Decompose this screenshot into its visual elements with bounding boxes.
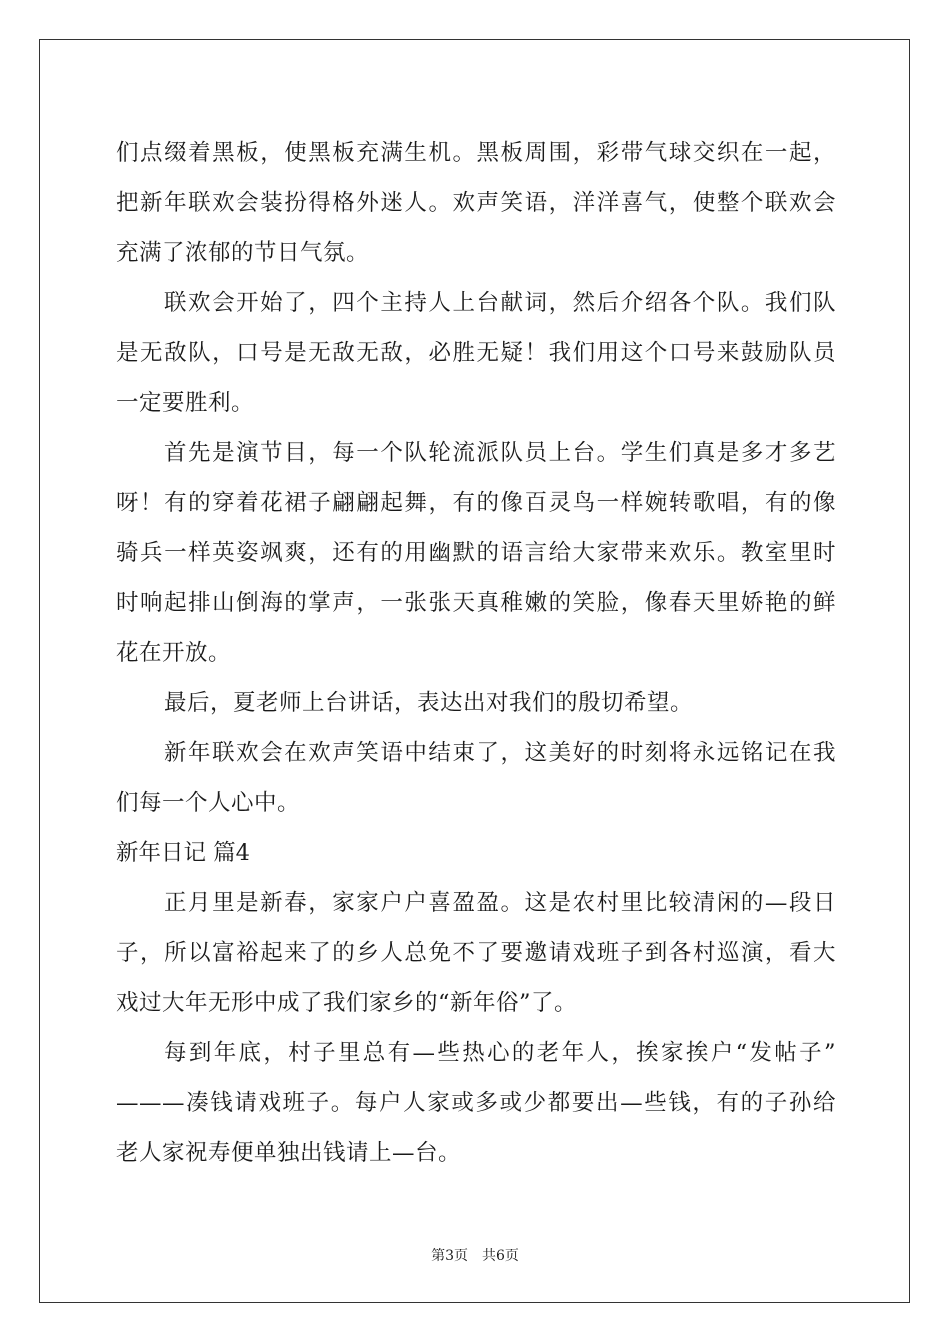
text-line: 新年联欢会在欢声笑语中结束了，这美好的时刻将永远铭记在我 xyxy=(164,740,836,766)
text-line: ———凑钱请戏班子。每户人家或多或少都要出—些钱，有的子孙给 xyxy=(116,1090,836,1116)
text-line: 戏过大年无形中成了我们家乡的“新年俗”了。 xyxy=(116,990,578,1016)
section-heading: 新年日记 篇4 xyxy=(116,840,250,866)
text-line: 花在开放。 xyxy=(116,640,232,666)
text-line: 把新年联欢会装扮得格外迷人。欢声笑语，洋洋喜气，使整个联欢会 xyxy=(116,190,836,216)
document-body xyxy=(116,128,836,1178)
text-line: 时响起排山倒海的掌声，一张张天真稚嫩的笑脸，像春天里娇艳的鲜 xyxy=(116,590,836,616)
text-line: 子，所以富裕起来了的乡人总免不了要邀请戏班子到各村巡演，看大 xyxy=(116,940,836,966)
text-line: 骑兵一样英姿飒爽，还有的用幽默的语言给大家带来欢乐。教室里时 xyxy=(116,540,836,566)
text-line: 老人家祝寿便单独出钱请上—台。 xyxy=(116,1140,462,1166)
text-line: 联欢会开始了，四个主持人上台献词，然后介绍各个队。我们队 xyxy=(164,290,836,316)
text-line: 们点缀着黑板，使黑板充满生机。黑板周围，彩带气球交织在一起， xyxy=(116,140,836,166)
text-line: 一定要胜利。 xyxy=(116,390,255,416)
text-line: 充满了浓郁的节日气氛。 xyxy=(116,240,370,266)
text-line: 呀！有的穿着花裙子翩翩起舞，有的像百灵鸟一样婉转歌唱，有的像 xyxy=(116,490,836,516)
text-line: 们每一个人心中。 xyxy=(116,790,301,816)
text-line: 正月里是新春，家家户户喜盈盈。这是农村里比较清闲的—段日 xyxy=(164,890,836,916)
text-line: 最后，夏老师上台讲话，表达出对我们的殷切希望。 xyxy=(164,690,694,716)
page-number-footer: 第3页 共6页 xyxy=(431,1248,519,1264)
text-line: 首先是演节目，每一个队轮流派队员上台。学生们真是多才多艺 xyxy=(164,440,836,466)
text-line: 每到年底，村子里总有—些热心的老年人，挨家挨户“发帖子” xyxy=(164,1040,836,1066)
text-line: 是无敌队，口号是无敌无敌，必胜无疑！我们用这个口号来鼓励队员 xyxy=(116,340,836,366)
